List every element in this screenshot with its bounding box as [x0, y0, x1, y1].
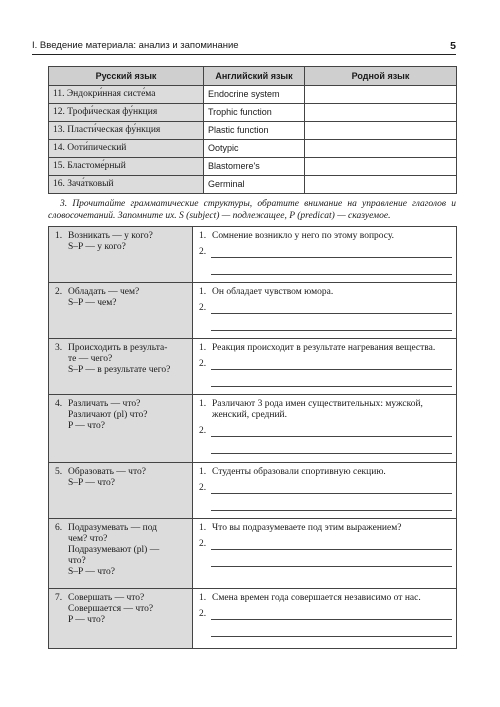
table-row — [49, 519, 457, 589]
writing-rule[interactable] — [211, 375, 452, 387]
answer-line[interactable] — [199, 609, 452, 620]
example-number: 1. — [199, 523, 207, 533]
example-cell — [193, 463, 457, 519]
column-header-english: Английский язык — [204, 67, 305, 86]
table-row — [49, 86, 457, 104]
structure-cell — [49, 283, 193, 339]
term-english: Blastomere's — [204, 158, 305, 176]
chapter-title: I. Введение материала: анализ и запоминание — [32, 40, 239, 51]
term-english: Germinal — [204, 176, 305, 194]
table-row — [49, 395, 457, 463]
writing-rule — [211, 619, 452, 620]
term-native-blank[interactable] — [305, 122, 457, 140]
structure-line: S–P — что? — [68, 567, 115, 577]
structure-line: Совершается — что? — [68, 604, 154, 614]
example-cell — [193, 283, 457, 339]
structure-line: чем? что? — [68, 534, 108, 544]
answer-line[interactable] — [199, 539, 452, 550]
writing-rule[interactable] — [211, 263, 452, 275]
structure-line: P — что? — [68, 615, 105, 625]
table-row — [49, 339, 457, 395]
answer-line[interactable] — [199, 303, 452, 314]
term-russian: 14. Ооти́пический — [49, 140, 204, 158]
writing-rule[interactable] — [211, 319, 452, 331]
writing-rule — [211, 369, 452, 370]
writing-rule — [211, 313, 452, 314]
structure-line: Совершать — что? — [68, 593, 145, 603]
example-number: 1. — [199, 399, 207, 409]
example-number: 1. — [199, 593, 207, 603]
structure-number: 7. — [55, 593, 63, 603]
running-header — [32, 38, 456, 55]
answer-number: 2. — [199, 247, 207, 257]
structure-line: что? — [68, 556, 86, 566]
writing-rule — [211, 493, 452, 494]
structure-cell — [49, 463, 193, 519]
structure-cell — [49, 227, 193, 283]
terms-table — [48, 66, 457, 194]
answer-number: 2. — [199, 609, 207, 619]
term-english: Endocrine system — [204, 86, 305, 104]
structure-line: S–P — в результате чего? — [68, 365, 171, 375]
page-number: 5 — [450, 40, 456, 52]
writing-rule — [211, 257, 452, 258]
example-sentence: Реакция происходит в результате нагревания вещества. — [212, 343, 436, 353]
table-row — [49, 158, 457, 176]
structure-line: Обладать — чем? — [68, 287, 140, 297]
table-row — [49, 227, 457, 283]
structure-number: 5. — [55, 467, 63, 477]
column-header-native: Родной язык — [305, 67, 457, 86]
structure-line: S–P — чем? — [68, 298, 117, 308]
term-native-blank[interactable] — [305, 158, 457, 176]
writing-rule[interactable] — [211, 499, 452, 511]
example-sentence: Различают 3 рода имен существительных: мужской, женский, средний. — [212, 399, 423, 420]
writing-rule[interactable] — [211, 625, 452, 637]
term-english: Ootypic — [204, 140, 305, 158]
structure-line: Подразумевать — под — [68, 523, 158, 533]
answer-number: 2. — [199, 483, 207, 493]
structure-number: 3. — [55, 343, 63, 353]
structure-line: Образовать — что? — [68, 467, 146, 477]
example-cell — [193, 589, 457, 649]
term-russian: 13. Пласти́ческая фу́нкция — [49, 122, 204, 140]
table-row — [49, 104, 457, 122]
structure-number: 6. — [55, 523, 63, 533]
answer-line[interactable] — [199, 426, 452, 437]
example-number: 1. — [199, 231, 207, 241]
answer-number: 2. — [199, 539, 207, 549]
term-native-blank[interactable] — [305, 86, 457, 104]
table-row — [49, 463, 457, 519]
structure-line: те — чего? — [68, 354, 113, 364]
structure-line: Различать — что? — [68, 399, 141, 409]
structure-cell — [49, 339, 193, 395]
answer-line[interactable] — [199, 359, 452, 370]
table-row — [49, 176, 457, 194]
term-russian: 15. Бластоме́рный — [49, 158, 204, 176]
grammar-table — [48, 226, 457, 649]
structure-line: S–P — что? — [68, 478, 115, 488]
structure-number: 2. — [55, 287, 63, 297]
structure-cell — [49, 395, 193, 463]
structure-line: Различают (pl) что? — [68, 410, 148, 420]
exercise-instruction: 3. Прочитайте грамматические структуры, обратите внимание на управление глаголов и словосочетаний. Запомните их. S (subject) — подлежащее, P (predicat) — сказуемое. — [48, 199, 456, 221]
term-native-blank[interactable] — [305, 176, 457, 194]
structure-line: P — что? — [68, 421, 105, 431]
writing-rule[interactable] — [211, 555, 452, 567]
example-sentence: Сомнение возникло у него по этому вопросу. — [212, 231, 395, 241]
term-native-blank[interactable] — [305, 104, 457, 122]
term-russian: 16. Зача́тковый — [49, 176, 204, 194]
structure-number: 4. — [55, 399, 63, 409]
answer-line[interactable] — [199, 247, 452, 258]
table-row — [49, 283, 457, 339]
structure-cell — [49, 589, 193, 649]
structure-line: Возникать — у кого? — [68, 231, 153, 241]
table-row — [49, 122, 457, 140]
writing-rule[interactable] — [211, 442, 452, 454]
answer-number: 2. — [199, 303, 207, 313]
structure-line: Подразумевают (pl) — — [68, 545, 160, 555]
table-row — [49, 140, 457, 158]
example-sentence: Студенты образовали спортивную секцию. — [212, 467, 386, 477]
term-english: Trophic function — [204, 104, 305, 122]
example-cell — [193, 395, 457, 463]
term-russian: 12. Трофи́ческая фу́нкция — [49, 104, 204, 122]
term-native-blank[interactable] — [305, 140, 457, 158]
example-cell — [193, 339, 457, 395]
term-russian: 11. Эндокри́нная систе́ма — [49, 86, 204, 104]
table-row — [49, 589, 457, 649]
structure-line: S–P — у кого? — [68, 242, 126, 252]
writing-rule — [211, 436, 452, 437]
writing-rule — [211, 549, 452, 550]
example-cell — [193, 519, 457, 589]
answer-number: 2. — [199, 359, 207, 369]
term-english: Plastic function — [204, 122, 305, 140]
example-number: 1. — [199, 287, 207, 297]
structure-cell — [49, 519, 193, 589]
example-sentence: Смена времен года совершается независимо от нас. — [212, 593, 421, 603]
answer-line[interactable] — [199, 483, 452, 494]
structure-line: Происходить в результа- — [68, 343, 168, 353]
example-sentence: Что вы подразумеваете под этим выражением? — [212, 523, 402, 533]
example-number: 1. — [199, 343, 207, 353]
example-sentence: Он обладает чувством юмора. — [212, 287, 334, 297]
structure-number: 1. — [55, 231, 63, 241]
example-number: 1. — [199, 467, 207, 477]
example-cell — [193, 227, 457, 283]
column-header-russian: Русский язык — [49, 67, 204, 86]
answer-number: 2. — [199, 426, 207, 436]
